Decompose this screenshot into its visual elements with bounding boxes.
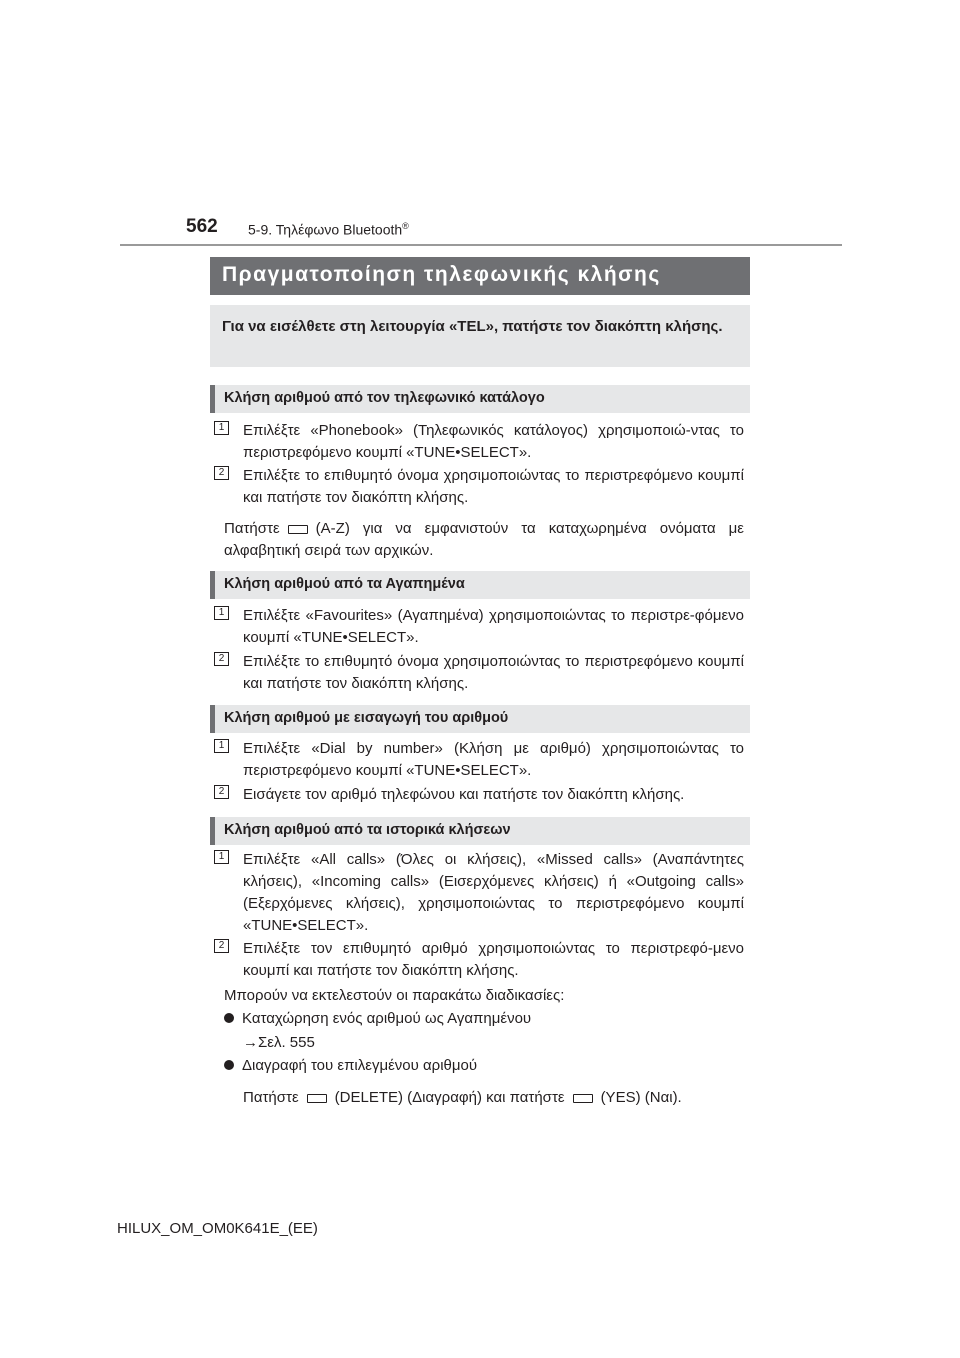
step-number: 2: [214, 939, 229, 953]
footer-code: HILUX_OM_OM0K641E_(EE): [117, 1220, 318, 1237]
page-number: 562: [186, 216, 218, 237]
step-text: Επιλέξτε τον επιθυμητό αριθμό χρησιμοποιώντας το περιστρεφό-μενο κουμπί και πατήστε τον διακόπτη κλήσης.: [243, 940, 744, 979]
bullet-register-favourite: [224, 1008, 744, 1030]
step-number: 1: [214, 421, 229, 435]
bullet-dot: [224, 1013, 234, 1023]
step-number: 1: [214, 739, 229, 753]
procedures-note: Μπορούν να εκτελεστούν οι παρακάτω διαδικασίες:: [224, 987, 565, 1004]
button-icon: [307, 1094, 327, 1103]
note-text-before: Πατήστε: [224, 520, 280, 537]
step-2: [214, 784, 744, 806]
step-text: Επιλέξτε το επιθυμητό όνομα χρησιμοποιώντας το περιστρεφόμενο κουμπί και πατήστε τον διακόπτη κλήσης.: [243, 467, 744, 506]
step-text: Επιλέξτε «Favourites» (Αγαπημένα) χρησιμοποιώντας το περιστρε-φόμενο κουμπί «TUNE•SELECT».: [243, 607, 744, 646]
step-text: Εισάγετε τον αριθμό τηλεφώνου και πατήστε τον διακόπτη κλήσης.: [243, 786, 685, 803]
chapter-title: [248, 221, 409, 238]
step-text: Επιλέξτε το επιθυμητό όνομα χρησιμοποιώντας το περιστρεφόμενο κουμπί και πατήστε τον διακόπτη κλήσης.: [243, 653, 744, 692]
bullet-text: Καταχώρηση ενός αριθμού ως Αγαπημένου: [242, 1010, 532, 1027]
step-1: [214, 738, 744, 782]
section-heading-dial-number: Κλήση αριθμού με εισαγωγή του αριθμού: [210, 705, 750, 733]
bullet-text: Διαγραφή του επιλεγμένου αριθμού: [242, 1057, 478, 1074]
intro-box: Για να εισέλθετε στη λειτουργία «TEL», πατήστε τον διακόπτη κλήσης.: [210, 305, 750, 367]
section-heading-call-history: Κλήση αριθμού από τα ιστορικά κλήσεων: [210, 817, 750, 845]
step-2: [214, 651, 744, 695]
page-reference: →Σελ. 555: [243, 1034, 315, 1051]
delete-text-after: (YES) (Ναι).: [600, 1089, 682, 1106]
step-text: Επιλέξτε «All calls» (Όλες οι κλήσεις), «Missed calls» (Αναπάντητες κλήσεις), «Incoming calls» (Εισερχόμενες κλήσεις) ή «Outgoing calls» (Εξερχόμενες κλήσεις), χρησιμοποιώντας το περιστρεφόμενο κουμπί «TUNE•SELECT».: [243, 851, 744, 934]
step-text: Επιλέξτε «Dial by number» (Κλήση με αριθμό) χρησιμοποιώντας το περιστρεφόμενο κουμπί «TUNE•SELECT».: [243, 740, 744, 779]
section-heading-favourites: Κλήση αριθμού από τα Αγαπημένα: [210, 571, 750, 599]
registered-mark: ®: [402, 221, 409, 231]
button-icon: [573, 1094, 593, 1103]
step-number: 1: [214, 606, 229, 620]
step-number: 2: [214, 652, 229, 666]
step-text: Επιλέξτε «Phonebook» (Τηλεφωνικός κατάλογος) χρησιμοποιώ-ντας το περιστρεφόμενο κουμπί «TUNE•SELECT».: [243, 422, 744, 461]
step-number: 1: [214, 850, 229, 864]
note-text-after: (A-Z) για να εμφανιστούν τα καταχωρημένα ονόματα με αλφαβητική σειρά των αρχικών.: [224, 520, 744, 559]
step-1: [214, 605, 744, 649]
step-number: 2: [214, 785, 229, 799]
note-az: [224, 518, 744, 562]
delete-text-middle: (DELETE) (Διαγραφή) και πατήστε: [334, 1089, 565, 1106]
page-title: Πραγματοποίηση τηλεφωνικής κλήσης: [210, 257, 750, 295]
delete-instruction: [243, 1087, 743, 1109]
step-number: 2: [214, 466, 229, 480]
section-heading-phonebook: Κλήση αριθμού από τον τηλεφωνικό κατάλογο: [210, 385, 750, 413]
button-icon: [288, 525, 308, 534]
bullet-dot: [224, 1060, 234, 1070]
bullet-delete-number: [224, 1055, 744, 1077]
header-rule: [120, 244, 842, 246]
step-2: [214, 938, 744, 982]
step-1: [214, 420, 744, 464]
delete-text-before: Πατήστε: [243, 1089, 299, 1106]
step-1: [214, 849, 744, 937]
step-2: [214, 465, 744, 509]
chapter-label: 5-9. Τηλέφωνο Bluetooth: [248, 221, 403, 238]
